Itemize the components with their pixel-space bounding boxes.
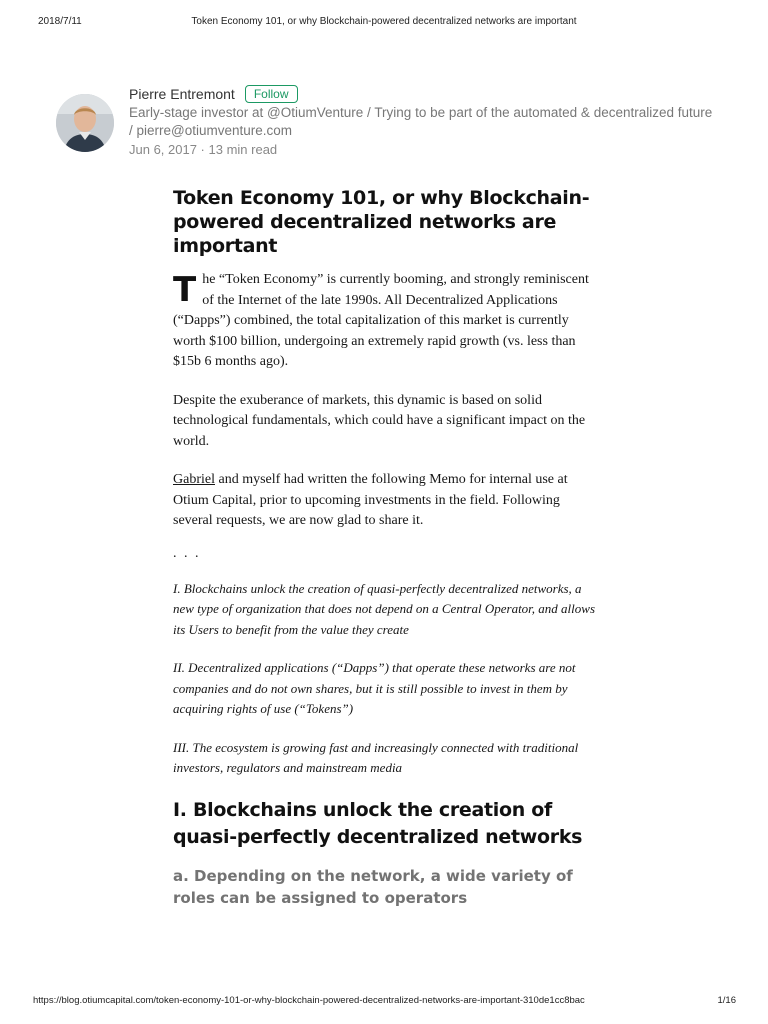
print-header [0, 16, 768, 32]
gabriel-link[interactable]: Gabriel [173, 472, 215, 487]
paragraph-memo [173, 470, 601, 532]
article-body [173, 186, 601, 909]
page-number: 1/16 [717, 995, 736, 1006]
summary-item: III. The ecosystem is growing fast and increasingly connected with traditional investors, regulators and mainstream media [173, 739, 579, 775]
drop-cap: T [173, 270, 197, 310]
article-title: Token Economy 101, or why Blockchain-powered decentralized networks are important [173, 187, 590, 257]
author-block [56, 84, 716, 164]
summary-item: II. Decentralized applications (“Dapps”) that operate these networks are not companies and do not own shares, but it is still possible to invest in them by acquiring rights of use (“Tokens”) [173, 660, 576, 716]
author-bio: Early-stage investor at @OtiumVenture / Trying to be part of the automated & decentralized future / pierre@otiumventure.com [129, 105, 713, 138]
author-photo-icon [56, 94, 114, 152]
follow-button[interactable]: Follow [245, 85, 298, 103]
print-doc-title: Token Economy 101, or why Blockchain-powered decentralized networks are important [191, 16, 577, 27]
print-date: 2018/7/11 [38, 16, 82, 27]
post-meta: Jun 6, 2017 · 13 min read [129, 142, 278, 157]
section-separator: . . . [173, 545, 201, 561]
intro-paragraph [173, 270, 601, 373]
summary-item: I. Blockchains unlock the creation of quasi-perfectly decentralized networks, a new type of organization that does not depend on a Central Operator, and allows its Users to benefit from the value they create [173, 580, 596, 637]
sub-heading: a. Depending on the network, a wide variety of roles can be assigned to operators [173, 866, 573, 907]
author-name[interactable]: Pierre Entremont [129, 86, 235, 102]
avatar[interactable] [56, 94, 114, 152]
print-footer [0, 995, 768, 1009]
intro-text: he “Token Economy” is currently booming, and strongly reminiscent of the Internet of the late 1990s. All Decentralized Applications (“Dapps”) combined, the total capitalization of this market is currently worth $100 billion, undergoing an extremely rapid growth (vs. less than $15b 6 months ago). [173, 272, 589, 369]
memo-text: and myself had written the following Memo for internal use at Otium Capital, prior to upcoming investments in the field. Following several requests, we are now glad to share it. [173, 472, 568, 528]
author-info [129, 84, 719, 159]
section-heading: I. Blockchains unlock the creation of quasi-perfectly decentralized networks [173, 798, 583, 848]
print-url: https://blog.otiumcapital.com/token-economy-101-or-why-blockchain-powered-decentralized-networks-are-important-310de1cc8bac [33, 995, 585, 1006]
author-row [129, 84, 719, 104]
paragraph-fundamentals: Despite the exuberance of markets, this dynamic is based on solid technological fundamentals, which could have a significant impact on the world. [173, 392, 586, 449]
